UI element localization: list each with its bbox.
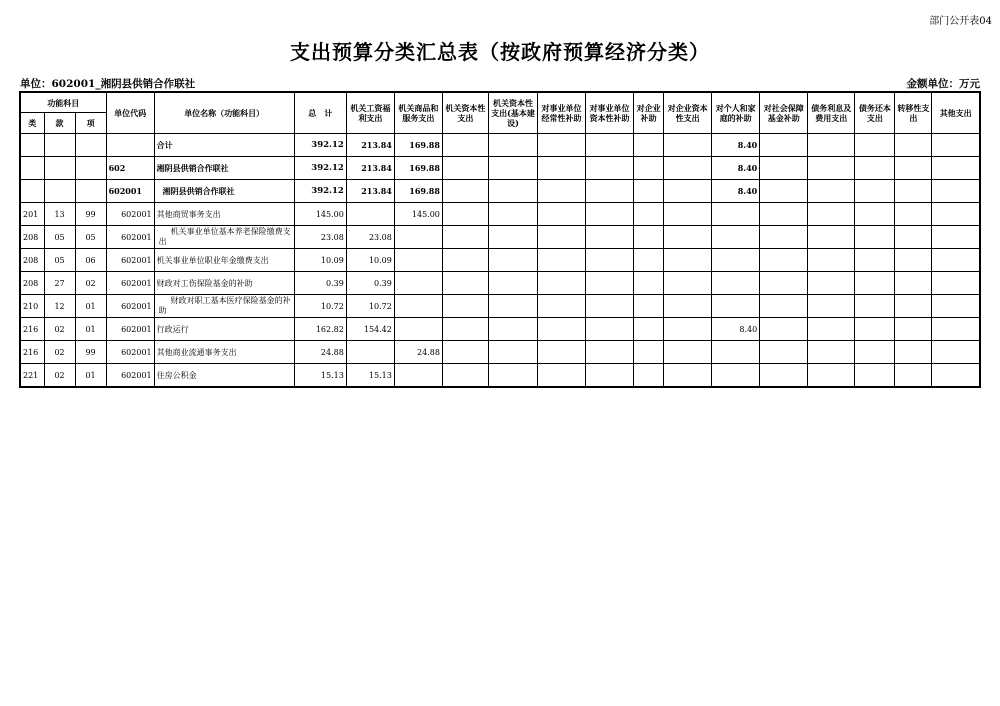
- cell-unit-code: 602: [106, 157, 154, 180]
- header-c4: 机关资本性支出(基本建设): [488, 92, 537, 134]
- header-function-group: 功能科目: [20, 92, 106, 113]
- cell-c2: 169.88: [394, 180, 442, 203]
- cell-xiang: 99: [75, 341, 106, 364]
- cell-kuan: 05: [44, 249, 75, 272]
- cell-c1: 0.39: [346, 272, 394, 295]
- table-row-unit: [20, 180, 980, 203]
- budget-table: [19, 91, 981, 388]
- cell-total: 145.00: [294, 203, 346, 226]
- cell-kuan: 02: [44, 341, 75, 364]
- cell-c2: [394, 272, 442, 295]
- cell-lei: 208: [20, 272, 44, 295]
- cell-unit-name: 其他商业流通事务支出: [154, 341, 294, 364]
- cell-c9: [712, 272, 760, 295]
- cell-c9: [712, 203, 760, 226]
- header-c14: 其他支出: [932, 92, 980, 134]
- cell-c9: [712, 226, 760, 249]
- cell-c1: 15.13: [346, 364, 394, 388]
- cell-unit-code: [106, 134, 154, 157]
- cell-c1: 154.42: [346, 318, 394, 341]
- cell-total: 23.08: [294, 226, 346, 249]
- cell-xiang: 01: [75, 318, 106, 341]
- cell-total: 15.13: [294, 364, 346, 388]
- header-c7: 对企业补助: [634, 92, 664, 134]
- cell-unit-code: 602001: [106, 249, 154, 272]
- header-c1: 机关工资福利支出: [346, 92, 394, 134]
- cell-unit-code: 602001: [106, 364, 154, 388]
- cell-xiang: 06: [75, 249, 106, 272]
- cell-kuan: 05: [44, 226, 75, 249]
- cell-c2: [394, 295, 442, 318]
- cell-unit-code: 602001: [106, 341, 154, 364]
- table-row: [20, 249, 980, 272]
- cell-unit-name: 湘阴县供销合作联社: [154, 157, 294, 180]
- cell-total: 162.82: [294, 318, 346, 341]
- cell-unit-code: 602001: [106, 295, 154, 318]
- cell-unit-code: 602001: [106, 226, 154, 249]
- cell-xiang: 01: [75, 295, 106, 318]
- cell-c1: 10.72: [346, 295, 394, 318]
- cell-lei: 208: [20, 249, 44, 272]
- unit-label: 单位：602001_湘阴县供销合作联社: [20, 78, 196, 90]
- table-row: [20, 272, 980, 295]
- cell-xiang: 05: [75, 226, 106, 249]
- cell-unit-code: 602001: [106, 318, 154, 341]
- cell-c9: 8.40: [712, 157, 760, 180]
- table-row: [20, 318, 980, 341]
- table-row: [20, 226, 980, 249]
- header-c5: 对事业单位经常性补助: [538, 92, 586, 134]
- cell-unit-code: 602001: [106, 180, 154, 203]
- cell-unit-name: 财政对职工基本医疗保险基金的补助: [154, 295, 294, 318]
- cell-total: 10.09: [294, 249, 346, 272]
- cell-c2: [394, 318, 442, 341]
- cell-xiang: 99: [75, 203, 106, 226]
- header-lei: 类: [20, 113, 44, 134]
- cell-kuan: 27: [44, 272, 75, 295]
- cell-unit-name: 财政对工伤保险基金的补助: [154, 272, 294, 295]
- cell-c2: 145.00: [394, 203, 442, 226]
- table-row-dept: [20, 157, 980, 180]
- table-row-total: [20, 134, 980, 157]
- cell-total: 0.39: [294, 272, 346, 295]
- header-c13: 转移性支出: [895, 92, 932, 134]
- header-c12: 债务还本支出: [855, 92, 895, 134]
- cell-c2: 169.88: [394, 134, 442, 157]
- page-title: 支出预算分类汇总表（按政府预算经济分类）: [290, 40, 710, 64]
- cell-c2: [394, 364, 442, 388]
- cell-lei: 216: [20, 341, 44, 364]
- cell-c2: 169.88: [394, 157, 442, 180]
- table-row: [20, 341, 980, 364]
- cell-unit-name: 行政运行: [154, 318, 294, 341]
- cell-unit-name: 合计: [154, 134, 294, 157]
- cell-total: 10.72: [294, 295, 346, 318]
- cell-total: 24.88: [294, 341, 346, 364]
- header-unit-code: 单位代码: [106, 92, 154, 134]
- cell-total: 392.12: [294, 134, 346, 157]
- cell-c9: 8.40: [712, 318, 760, 341]
- cell-lei: 210: [20, 295, 44, 318]
- cell-c9: 8.40: [712, 134, 760, 157]
- cell-unit-code: 602001: [106, 272, 154, 295]
- header-c6: 对事业单位资本性补助: [586, 92, 634, 134]
- cell-unit-name: 机关事业单位职业年金缴费支出: [154, 249, 294, 272]
- cell-c1: 213.84: [346, 134, 394, 157]
- header-kuan: 款: [44, 113, 75, 134]
- header-c8: 对企业资本性支出: [664, 92, 712, 134]
- cell-unit-name: 住房公积金: [154, 364, 294, 388]
- cell-xiang: 01: [75, 364, 106, 388]
- cell-total: 392.12: [294, 180, 346, 203]
- header-c10: 对社会保障基金补助: [760, 92, 808, 134]
- header-c2: 机关商品和服务支出: [394, 92, 442, 134]
- cell-lei: 216: [20, 318, 44, 341]
- cell-c1: [346, 341, 394, 364]
- cell-c9: 8.40: [712, 180, 760, 203]
- cell-c1: 23.08: [346, 226, 394, 249]
- cell-unit-name: 机关事业单位基本养老保险缴费支出: [154, 226, 294, 249]
- header-c9: 对个人和家庭的补助: [712, 92, 760, 134]
- header-c3: 机关资本性支出: [442, 92, 488, 134]
- cell-c9: [712, 341, 760, 364]
- cell-c2: 24.88: [394, 341, 442, 364]
- form-code-label: 部门公开表04: [929, 16, 992, 27]
- cell-c9: [712, 295, 760, 318]
- table-row: [20, 364, 980, 388]
- cell-total: 392.12: [294, 157, 346, 180]
- cell-c1: 213.84: [346, 180, 394, 203]
- header-total: 总 计: [294, 92, 346, 134]
- cell-c1: 213.84: [346, 157, 394, 180]
- cell-lei: 201: [20, 203, 44, 226]
- cell-kuan: 02: [44, 364, 75, 388]
- cell-c1: 10.09: [346, 249, 394, 272]
- amount-unit-label: 金额单位：万元: [906, 78, 980, 90]
- header-c11: 债务利息及费用支出: [808, 92, 855, 134]
- cell-xiang: 02: [75, 272, 106, 295]
- cell-c2: [394, 226, 442, 249]
- cell-kuan: 12: [44, 295, 75, 318]
- table-row: [20, 203, 980, 226]
- cell-lei: 221: [20, 364, 44, 388]
- cell-unit-code: 602001: [106, 203, 154, 226]
- header-xiang: 项: [75, 113, 106, 134]
- cell-c1: [346, 203, 394, 226]
- cell-kuan: 13: [44, 203, 75, 226]
- cell-lei: 208: [20, 226, 44, 249]
- cell-c9: [712, 249, 760, 272]
- cell-c9: [712, 364, 760, 388]
- header-unit-name: 单位名称（功能科目）: [154, 92, 294, 134]
- cell-c2: [394, 249, 442, 272]
- cell-unit-name: 其他商贸事务支出: [154, 203, 294, 226]
- cell-unit-name: 湘阴县供销合作联社: [154, 180, 294, 203]
- cell-kuan: 02: [44, 318, 75, 341]
- table-row: [20, 295, 980, 318]
